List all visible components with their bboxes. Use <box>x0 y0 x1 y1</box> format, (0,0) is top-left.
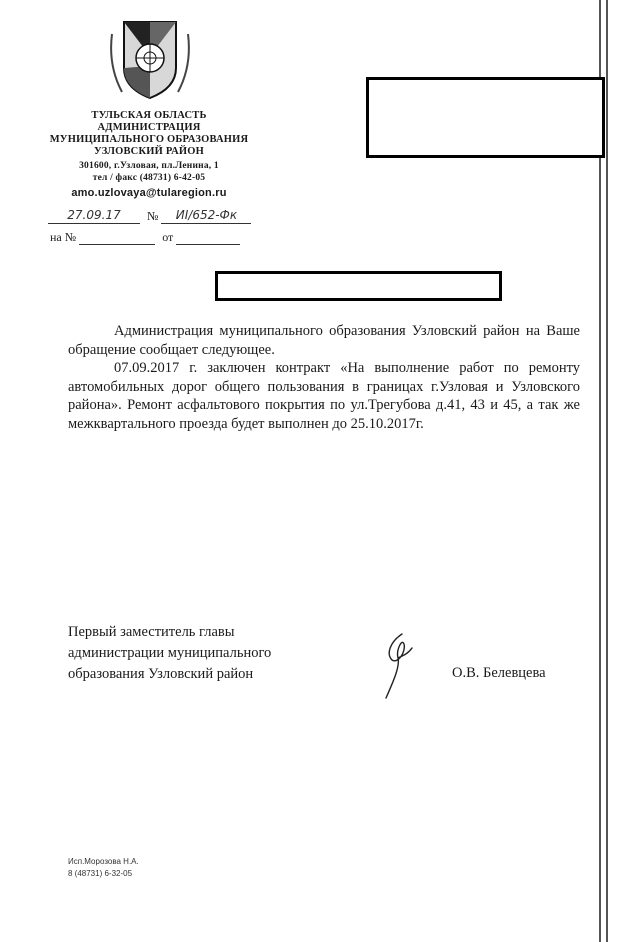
signatory-title-line1: Первый заместитель главы <box>68 624 235 640</box>
reply-number-label: на № <box>50 230 77 244</box>
reply-number-field <box>79 232 155 245</box>
signatory-name: О.В. Белевцева <box>452 665 546 681</box>
executor-info <box>68 856 139 880</box>
reply-date-label: от <box>162 230 174 244</box>
letterhead-email: amo.uzlovaya@tularegion.ru <box>71 187 227 199</box>
scan-edge-right <box>606 0 608 942</box>
signatory-title-line2: администрации муниципального <box>68 645 272 661</box>
reply-registration-row <box>50 230 240 245</box>
letterhead-org-line3: УЗЛОВСКИЙ РАЙОН <box>94 146 204 157</box>
outgoing-number-field <box>161 208 251 224</box>
signatory-title <box>68 622 271 685</box>
executor-name: Исп.Морозова Н.А. <box>68 857 139 866</box>
signatory-title-line3: образования Узловский район <box>68 666 254 682</box>
handwritten-signature <box>372 630 422 702</box>
reply-date-field <box>176 232 240 245</box>
salutation-redaction-box <box>215 271 502 301</box>
outgoing-date: 27.09.17 <box>67 208 121 222</box>
letterhead-org-line2: МУНИЦИПАЛЬНОГО ОБРАЗОВАНИЯ <box>49 134 249 145</box>
letterhead-region: ТУЛЬСКАЯ ОБЛАСТЬ <box>91 110 207 121</box>
outgoing-registration-row <box>48 208 251 224</box>
outgoing-number-label: № <box>147 209 159 223</box>
letterhead <box>0 110 298 199</box>
outgoing-number: ИI/652-Фк <box>175 208 238 222</box>
letter-body <box>68 322 580 433</box>
coat-of-arms-emblem <box>104 16 196 102</box>
letterhead-phone: тел / факс (48731) 6-42-05 <box>92 173 206 183</box>
outgoing-date-field <box>48 208 140 224</box>
letterhead-org-line1: АДМИНИСТРАЦИЯ <box>97 122 201 133</box>
executor-phone: 8 (48731) 6-32-05 <box>68 869 133 878</box>
recipient-redaction-box <box>366 77 605 158</box>
body-paragraph-1: Администрация муниципального образования Узловский район на Ваше обращение сообщает следующее. <box>68 323 580 358</box>
letterhead-address: 301600, г.Узловая, пл.Ленина, 1 <box>79 161 219 171</box>
body-paragraph-2: 07.09.2017 г. заключен контракт «На выполнение работ по ремонту автомобильных дорог общего пользования в границах г.Узловая и Узловского района». Ремонт асфальтового покрытия по ул.Трегубова д.41, 43 и 45, а так же межквартального проезда будет выполнен до 25.10.2017г. <box>68 360 580 432</box>
